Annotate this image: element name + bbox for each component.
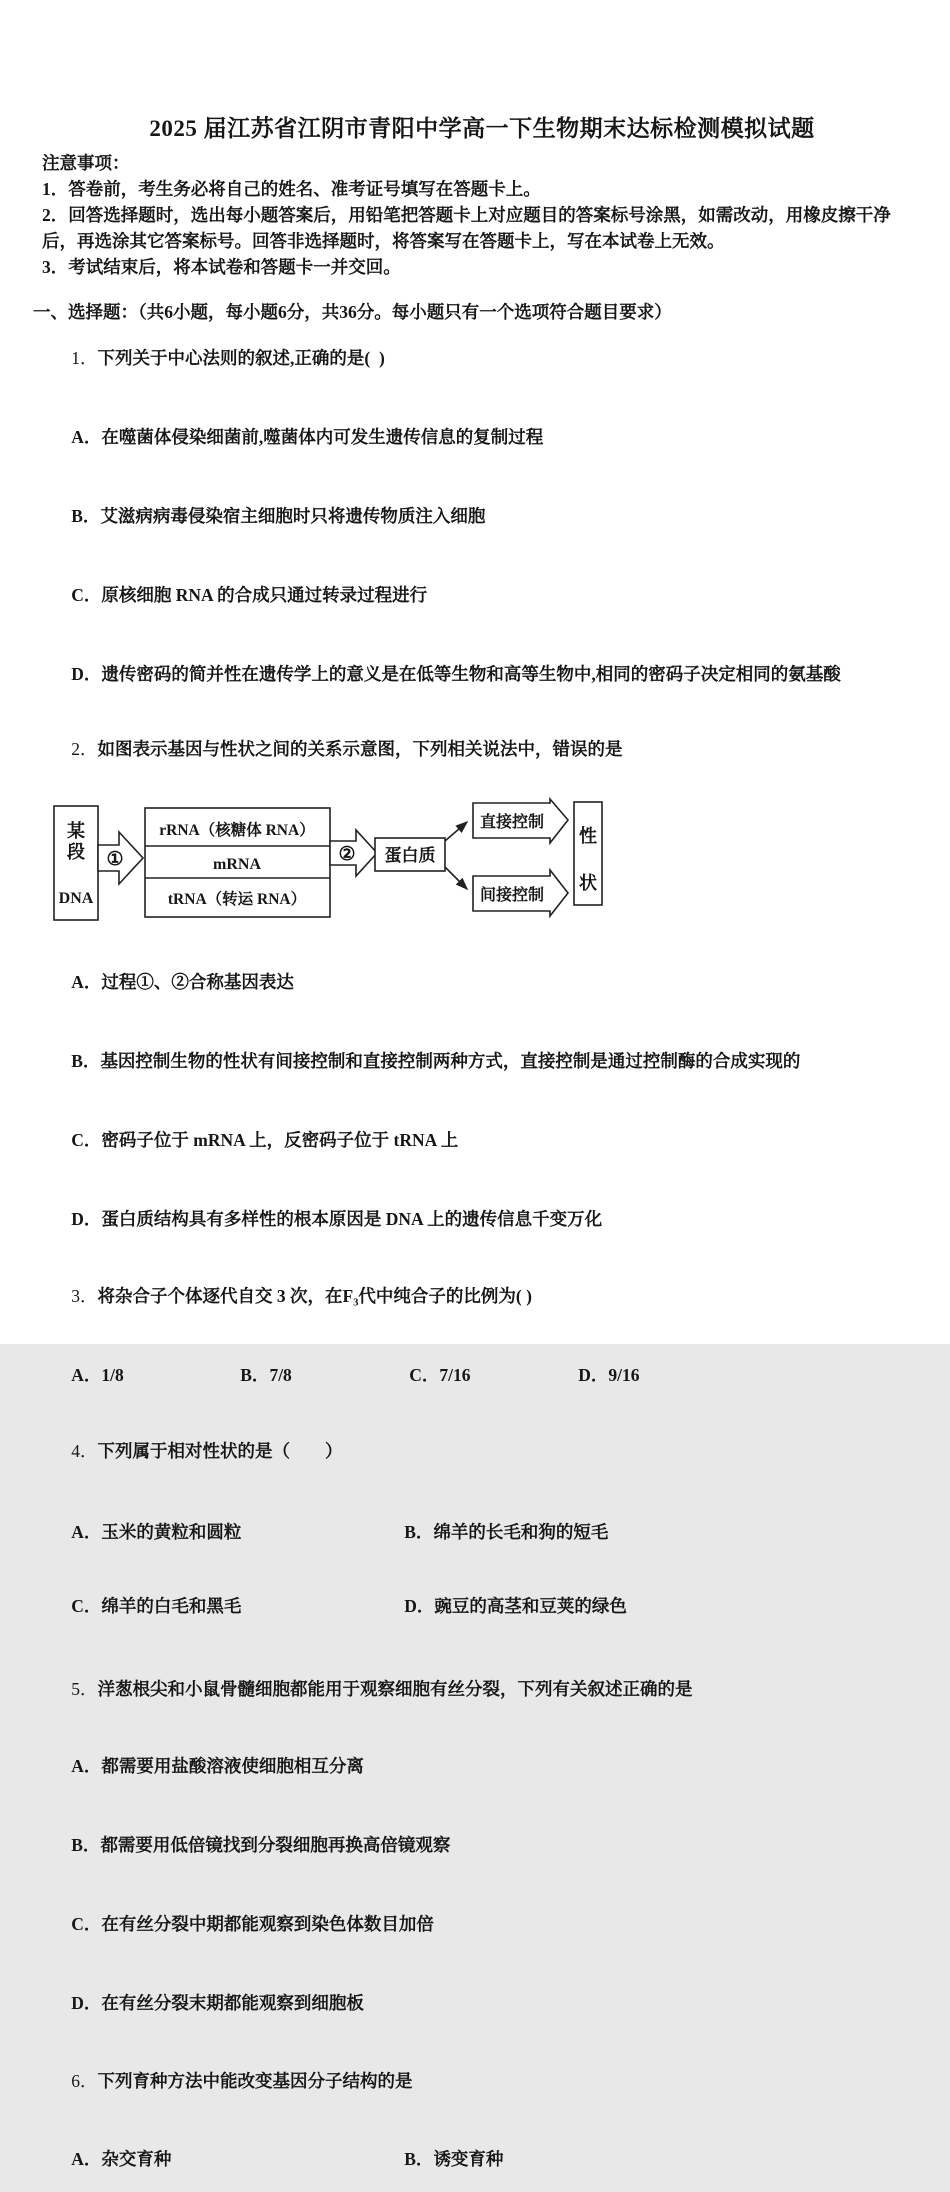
option-label: B． — [71, 1835, 101, 1855]
option-text: 过程①、②合称基因表达 — [101, 972, 294, 992]
gene-trait-diagram — [53, 799, 922, 929]
dna-box-char: 段 — [67, 842, 85, 862]
option-label: A． — [71, 427, 102, 447]
option-text: 都需要用低倍镜找到分裂细胞再换高倍镜观察 — [100, 1835, 451, 1855]
question-3-option-a: A．1/8 — [71, 1365, 124, 1385]
option-label: A． — [71, 972, 102, 992]
process-1-label: ① — [106, 849, 124, 870]
question-number: 2． — [71, 739, 98, 759]
option-label: B． — [71, 1051, 101, 1071]
question-2-text — [45, 716, 922, 782]
option-text: 蛋白质结构具有多样性的根本原因是 DNA 上的遗传信息千变万化 — [101, 1209, 603, 1229]
option-text: 在有丝分裂末期都能观察到细胞板 — [101, 1993, 364, 2013]
question-2-option-c — [45, 1107, 922, 1173]
option-text: 密码子位于 mRNA 上，反密码子位于 tRNA 上 — [101, 1130, 459, 1150]
rrna-label: rRNA（核糖体 RNA） — [159, 822, 315, 839]
option-text: 遗传密码的简并性在遗传学上的意义是在低等生物和高等生物中,相同的密码子决定相同的氨基酸 — [101, 664, 841, 684]
option-label: D． — [71, 1993, 102, 2013]
question-1-option-c — [45, 562, 922, 628]
dna-box-char: 某 — [67, 821, 85, 841]
protein-label: 蛋白质 — [384, 846, 436, 865]
indirect-control-label: 间接控制 — [479, 887, 545, 904]
question-4-text — [45, 1418, 922, 1484]
notice-section — [42, 150, 922, 280]
option-text: 基因控制生物的性状有间接控制和直接控制两种方式，直接控制是通过控制酶的合成实现的 — [100, 1051, 801, 1071]
option-label: B． — [71, 506, 101, 526]
question-stem: 下列育种方法中能改变基因分子结构的是 — [97, 2071, 413, 2091]
question-4-option-b: B．绵羊的长毛和狗的短毛 — [404, 1522, 609, 1542]
option-label: C． — [71, 1130, 102, 1150]
notice-heading: 注意事项： — [42, 153, 130, 173]
question-3-option-b: B．7/8 — [240, 1365, 292, 1385]
question-6-option-a: A．杂交育种 — [71, 2149, 172, 2169]
question-number: 1． — [71, 348, 98, 368]
option-text: 原核细胞 RNA 的合成只通过转录过程进行 — [101, 585, 428, 605]
question-stem: 洋葱根尖和小鼠骨髓细胞都能用于观察细胞有丝分裂，下列有关叙述正确的是 — [97, 1679, 693, 1699]
trait-box-char: 状 — [579, 873, 597, 893]
question-2-option-a — [45, 949, 922, 1015]
notice-item: 1．答卷前，考生务必将自己的姓名、准考证号填写在答题卡上。 — [42, 179, 541, 199]
question-6-text — [45, 2048, 922, 2114]
exam-content — [33, 116, 922, 2192]
mrna-label: mRNA — [213, 856, 261, 873]
question-3-text — [45, 1263, 922, 1329]
question-3-options — [45, 1342, 922, 1408]
question-number: 4． — [71, 1441, 98, 1461]
question-stem: 将杂合子个体逐代自交 3 次，在F₃代中纯合子的比例为( ) — [97, 1286, 532, 1306]
option-label: C． — [71, 585, 102, 605]
option-text: 艾滋病病毒侵染宿主细胞时只将遗传物质注入细胞 — [100, 506, 486, 526]
question-number: 3． — [71, 1286, 98, 1306]
question-2-option-d — [45, 1186, 922, 1252]
question-4-options-row-2 — [45, 1573, 922, 1639]
protein-to-indirect-arrow — [445, 867, 467, 889]
option-text: 在有丝分裂中期都能观察到染色体数目加倍 — [101, 1914, 434, 1934]
question-1-option-b — [45, 483, 922, 549]
question-6-option-b: B．诱变育种 — [404, 2149, 504, 2169]
question-1-option-a — [45, 404, 922, 470]
option-text: 都需要用盐酸溶液使细胞相互分离 — [101, 1756, 364, 1776]
option-label: C． — [71, 1914, 102, 1934]
question-stem: 下列关于中心法则的叙述,正确的是( ) — [97, 348, 385, 368]
notice-item: 2．回答选择题时，选出每小题答案后，用铅笔把答题卡上对应题目的答案标号涂黑，如需改动，用橡皮擦干净后，再选涂其它答案标号。回答非选择题时，将答案写在答题卡上，写在本试卷上无效。 — [42, 205, 891, 251]
direct-control-label: 直接控制 — [479, 814, 545, 831]
question-2-option-b — [45, 1028, 922, 1094]
option-label: D． — [71, 1209, 102, 1229]
question-1-text — [45, 325, 922, 391]
process-2-label: ② — [338, 844, 356, 865]
question-5-option-c — [45, 1891, 922, 1957]
question-number: 5． — [71, 1679, 98, 1699]
option-label: A． — [71, 1756, 102, 1776]
option-label: D． — [71, 664, 102, 684]
option-text: 在噬菌体侵染细菌前,噬菌体内可发生遗传信息的复制过程 — [101, 427, 544, 447]
question-4-option-c: C．绵羊的白毛和黑毛 — [71, 1596, 242, 1616]
trait-box-char: 性 — [579, 826, 597, 846]
question-5-option-b — [45, 1812, 922, 1878]
protein-to-direct-arrow — [445, 822, 467, 841]
question-3-option-d: D．9/16 — [578, 1365, 640, 1385]
section-heading: 一、选择题：（共6小题，每小题6分，共36分。每小题只有一个选项符合题目要求） — [33, 302, 672, 322]
question-1-option-d — [45, 641, 922, 707]
question-4-option-d: D．豌豆的高茎和豆荚的绿色 — [404, 1596, 627, 1616]
question-4-option-a: A．玉米的黄粒和圆粒 — [71, 1522, 242, 1542]
question-3-option-c: C．7/16 — [409, 1365, 471, 1385]
question-5-option-d — [45, 1970, 922, 2036]
question-stem: 如图表示基因与性状之间的关系示意图，下列相关说法中，错误的是 — [97, 739, 623, 759]
question-number: 6． — [71, 2071, 98, 2091]
question-5-option-a — [45, 1733, 922, 1799]
page-title: 2025 届江苏省江阴市青阳中学高一下生物期末达标检测模拟试题 — [149, 116, 815, 141]
question-5-text — [45, 1656, 922, 1722]
dna-box-label: DNA — [58, 890, 94, 907]
question-4-options-row-1 — [45, 1499, 922, 1565]
question-6-options — [45, 2126, 922, 2192]
notice-item: 3．考试结束后，将本试卷和答题卡一并交回。 — [42, 257, 401, 277]
trna-label: tRNA（转运 RNA） — [167, 891, 307, 908]
question-stem: 下列属于相对性状的是（ ） — [97, 1441, 343, 1461]
